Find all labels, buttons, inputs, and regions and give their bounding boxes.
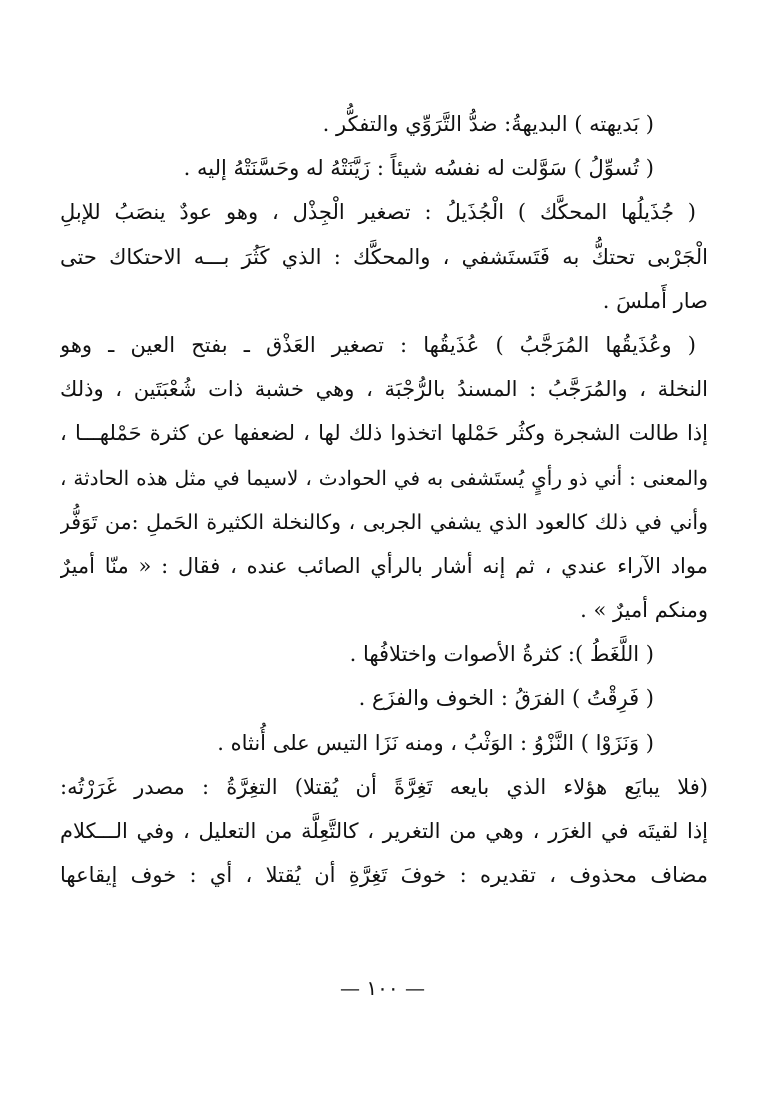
entry-judhayluha-line-3: صار أَملسَ .: [602, 288, 708, 313]
entry-judhayluha-line-2: الْجَرْبى تحتكُّ به فَتَستَشفي ، والمحكَّك : الذي كَثُرَ بـــه الاحتكاك حتى: [60, 244, 708, 269]
entry-taghirratan-line-1: (فلا يبايَع هؤلاء الذي بايعه تَغِرَّةً أن يُقتلا) التغِرَّةُ : مصدر غَرَرْتُه:: [60, 774, 708, 799]
page-number: — ١٠٠ —: [340, 976, 425, 1000]
entry-udhayquha-line-2: النخلة ، والمُرَجَّبُ : المسندُ بالرُّجْبَة ، وهي خشبة ذات شُعْبَتَين ، وذلك: [60, 377, 708, 402]
entry-fariqtu: ( فَرِقْتُ ) الفرَقُ : الخوف والفزَع .: [358, 686, 654, 711]
entry-taghirratan-line-2: إذا لقيتَه في الغرَر ، وهي من التغرير ، كالتَّعِلَّة من التعليل ، وفي الـــكلام: [60, 819, 708, 843]
entry-badihatihi: ( بَديهته ) البديهةُ: ضدُّ التَّرَوِّي والتفكُّر .: [322, 112, 654, 136]
commentary-text: [60, 102, 708, 897]
entry-taghirratan-line-3: مضاف محذوف ، تقديره : خوفَ تَغِرَّةِ أن يُقتلا ، أي : خوف إيقاعها: [60, 863, 708, 888]
entry-judhayluha-line-1: ( جُذَيلُها المحكَّك ) الْجُذَيلُ : تصغير الْجِذْل ، وهو عودٌ ينصَبُ للإبلِ: [60, 200, 696, 225]
entry-udhayquha-line-7: ومنكم أميرٌ » .: [580, 598, 708, 623]
entry-nazaw: ( وَنَزَوْا ) النَّزْوُ : الوَثْبُ ، ومنه نَزَا التيس على أُنثاه .: [217, 730, 654, 755]
entry-udhayquha-line-6: مواد الآراء عندي ، ثم إنه أشار بالرأي الصائب عنده ، فقال : « منّا أميرٌ: [60, 553, 708, 578]
entry-udhayquha-line-1: ( وعُذَيقُها المُرَجَّبُ ) عُذَيقُها : تصغير العَذْق ـ بفتح العين ـ وهو: [60, 332, 696, 357]
entry-udhayquha-line-4: والمعنى : أني ذو رأيٍ يُستَشفى به في الحوادث ، لاسيما في مثل هذه الحادثة ،: [60, 465, 708, 490]
entry-allaghat: ( اللَّغَطُ ): كثرةُ الأصوات واختلافُها .: [349, 642, 654, 667]
entry-udhayquha-line-5: وأني في ذلك كالعود الذي يشفي الجربى ، وكالنخلة الكثيرة الحَملِ :من تَوَفُّر: [60, 509, 708, 534]
entry-tusawwil: ( تُسوِّلُ ) سَوَّلت له نفسُه شيئاً : زَيَّنَتْهُ له وحَسَّنَتْهُ إليه .: [183, 156, 654, 181]
entry-udhayquha-line-3: إذا طالت الشجرة وكثُر حَمْلها اتخذوا ذلك لها ، لضعفها عن كثرة حَمْلهـــا ،: [60, 421, 708, 446]
